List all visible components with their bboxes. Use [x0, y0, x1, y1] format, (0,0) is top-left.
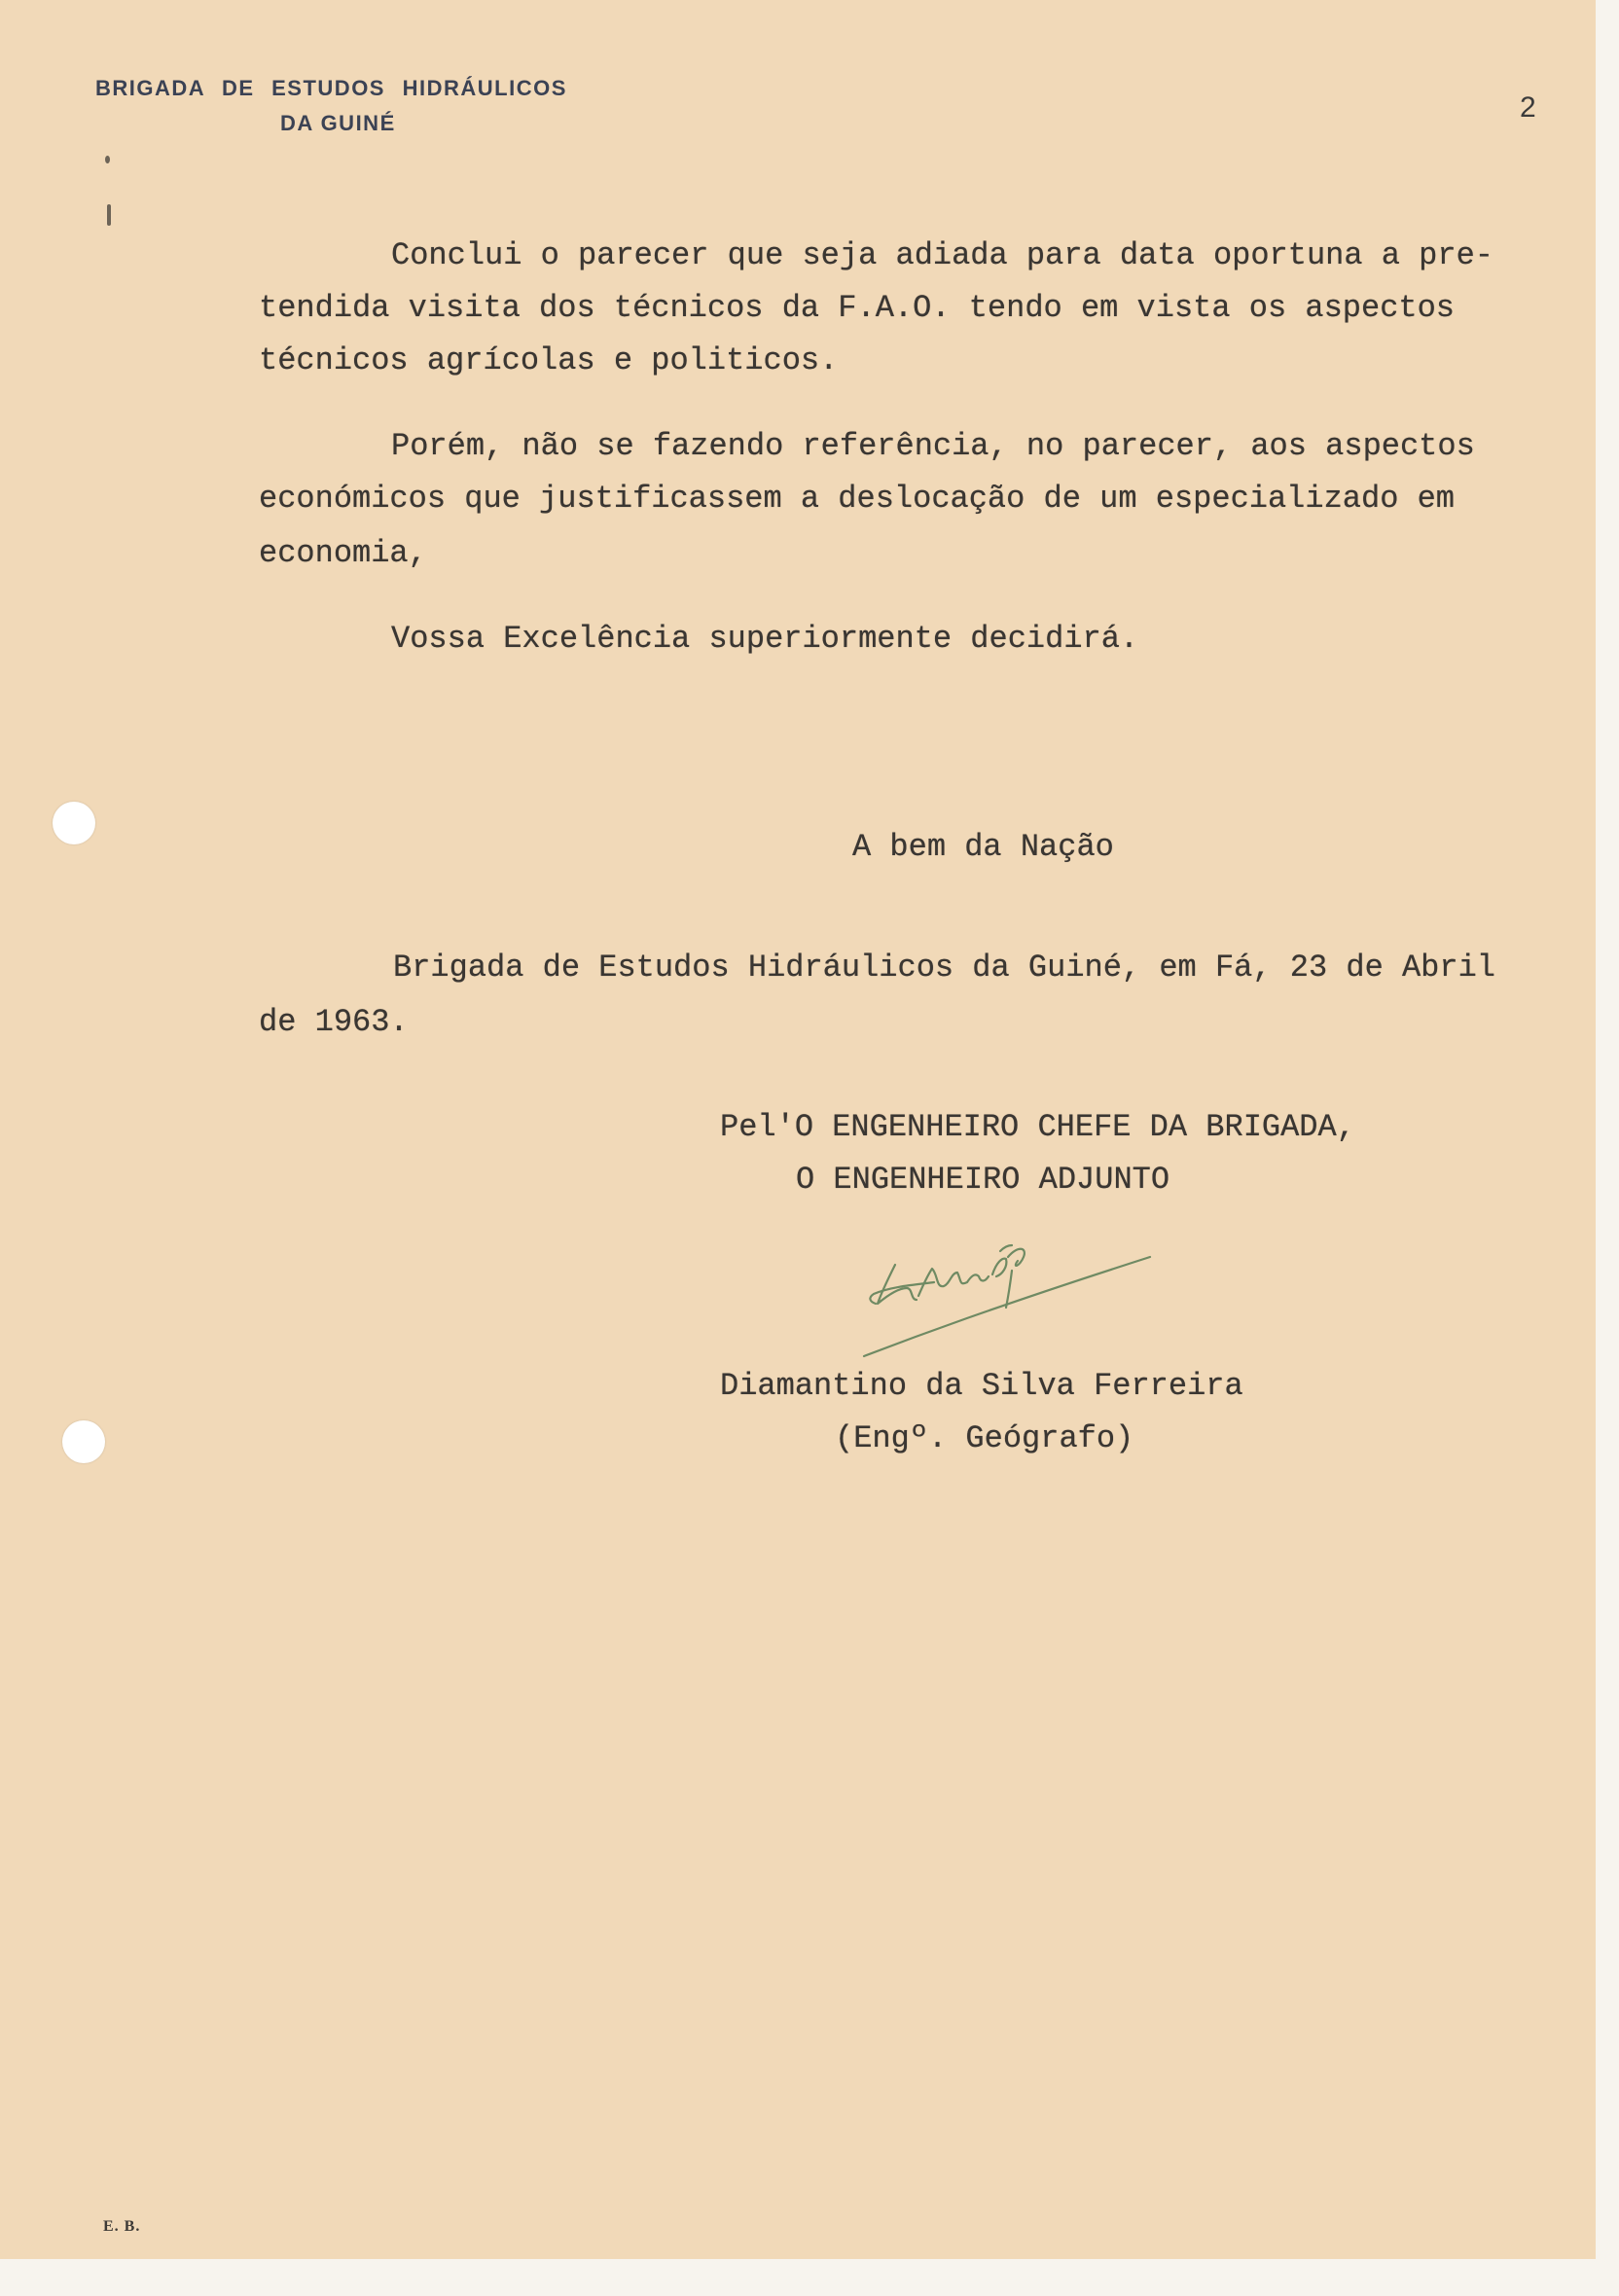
signatory-title: (Engº. Geógrafo) — [835, 1420, 1134, 1456]
paragraph-2-line-3: economia, — [259, 535, 427, 571]
signatory-name: Diamantino da Silva Ferreira — [720, 1368, 1243, 1404]
place-date-line-1: Brigada de Estudos Hidráulicos da Guiné, em Fá, 23 de Abril — [393, 950, 1495, 986]
paragraph-1-line-2: tendida visita dos técnicos da F.A.O. tendo em vista os aspectos — [259, 290, 1455, 326]
paragraph-1-line-1: Conclui o parecer que seja adiada para data oportuna a pre- — [391, 237, 1493, 273]
signature-role-line-1: Pel'O ENGENHEIRO CHEFE DA BRIGADA, — [720, 1109, 1355, 1145]
paper-speck — [105, 156, 110, 163]
paragraph-1-line-3: técnicos agrícolas e politicos. — [259, 342, 839, 378]
punch-hole-top — [53, 802, 95, 844]
place-date-line-2: de 1963. — [259, 1004, 409, 1040]
page-number: 2 — [1520, 91, 1536, 124]
scan-border-bottom — [0, 2259, 1619, 2296]
footer-mark: E. B. — [103, 2218, 141, 2235]
punch-hole-bottom — [62, 1420, 105, 1463]
signature-role-line-2: O ENGENHEIRO ADJUNTO — [796, 1162, 1170, 1198]
letterhead-line-2: DA GUINÉ — [280, 111, 396, 135]
handwritten-signature — [856, 1224, 1168, 1360]
closing-formula: A bem da Nação — [852, 829, 1114, 865]
paragraph-3: Vossa Excelência superiormente decidirá. — [391, 621, 1139, 657]
paragraph-2-line-2: económicos que justificassem a deslocação de um especializado em — [259, 481, 1455, 517]
paragraph-2-line-1: Porém, não se fazendo referência, no parecer, aos aspectos — [391, 428, 1475, 464]
paper-speck — [107, 204, 111, 226]
scan-border-right — [1596, 0, 1619, 2296]
letterhead-line-1: BRIGADA DE ESTUDOS HIDRÁULICOS — [95, 76, 567, 100]
